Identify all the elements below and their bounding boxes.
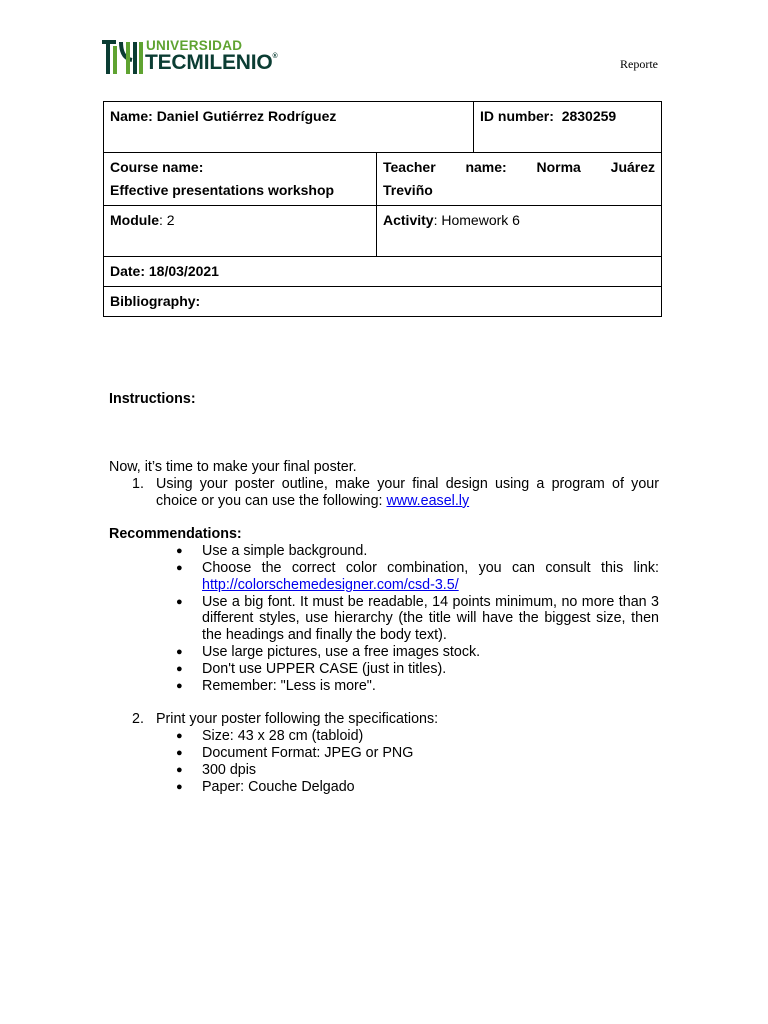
university-logo [100,36,290,80]
id-cell [474,102,662,153]
table-row [104,102,662,153]
document-type: Reporte [620,57,658,71]
list-item: ● 300 dpis [176,761,257,778]
bullet-icon: ● [176,561,183,574]
teacher-cell [377,153,662,206]
table-row [104,257,662,287]
list-item [109,711,659,728]
id-label: ID number: [480,108,554,124]
step-number: 2. [132,711,144,728]
step-number: 1. [132,475,144,492]
name-label: Name [110,108,149,124]
list-item: ● Use a simple background. [176,543,368,560]
steps-list-2 [109,711,659,728]
list-item: ● Paper: Couche Delgado [176,778,355,795]
list-item [109,476,659,510]
list-item: ● Remember: "Less is more". [176,677,376,694]
list-item: ● Use a big font. It must be readable, 14 points minimum, no more than 3 different styles, use hierarchy (the title will have the biggest size, then the headings and finally the body text). [176,593,659,644]
logo-text-universidad: UNIVERSIDAD [146,38,243,53]
bullet-icon: ● [176,645,183,658]
specifications-list [109,728,659,795]
bullet-icon: ● [176,780,183,793]
list-item: ● Use large pictures, use a free images stock. [176,643,481,660]
recommendations-list [109,543,659,694]
intro-text: Now, it’s time to make your final poster. [109,459,357,475]
course-label: Course name: [110,159,204,175]
activity-cell [377,206,662,257]
table-row [104,153,662,206]
easel-link[interactable]: www.easel.ly [386,492,470,509]
bullet-icon: ● [176,730,183,743]
registered-mark: ® [272,53,278,60]
student-info-table [103,101,662,317]
recommendations-heading: Recommendations: [109,526,242,543]
name-cell [104,102,474,153]
activity-value: : Homework 6 [433,212,520,228]
tecmilenio-logo-icon [100,36,144,78]
instructions-heading: Instructions: [109,391,196,407]
step2-text: Print your poster following the specifications: [156,711,439,728]
bullet-icon: ● [176,746,183,759]
teacher-label-line: Teacher name: Norma Juárez [383,159,656,175]
bullet-icon: ● [176,763,183,776]
id-value: 2830259 [561,108,617,124]
bibliography-cell: Bibliography: [104,287,662,317]
steps-list [109,476,659,510]
course-value: Effective presentations workshop [110,182,335,198]
step1-text: Using your poster outline, make your final design using a program of your choice or you can use the following: [156,475,659,509]
logo-text-tecmilenio: TECMILENIO® [145,51,278,74]
bullet-icon: ● [176,595,183,608]
list-item: ● Size: 43 x 28 cm (tabloid) [176,728,364,745]
name-value: : Daniel Gutiérrez Rodríguez [148,108,337,124]
course-cell [104,153,377,206]
bullet-icon: ● [176,662,183,675]
instructions-body [109,459,659,795]
list-item: ● Choose the correct color combination, you can consult this link: http://colorschemedesigner.com/csd-3.5/ [176,559,659,593]
teacher-value: Treviño [383,182,433,198]
list-item: ● Don't use UPPER CASE (just in titles). [176,660,447,677]
module-value: : 2 [159,212,175,228]
module-cell [104,206,377,257]
module-label: Module [110,212,159,228]
activity-label: Activity [383,212,434,228]
table-row [104,206,662,257]
color-scheme-link[interactable]: http://colorschemedesigner.com/csd-3.5/ [202,576,459,593]
list-item: ● Document Format: JPEG or PNG [176,744,414,761]
table-row [104,287,662,317]
bullet-icon: ● [176,679,183,692]
date-cell: Date: 18/03/2021 [104,257,662,287]
bullet-icon: ● [176,545,183,558]
